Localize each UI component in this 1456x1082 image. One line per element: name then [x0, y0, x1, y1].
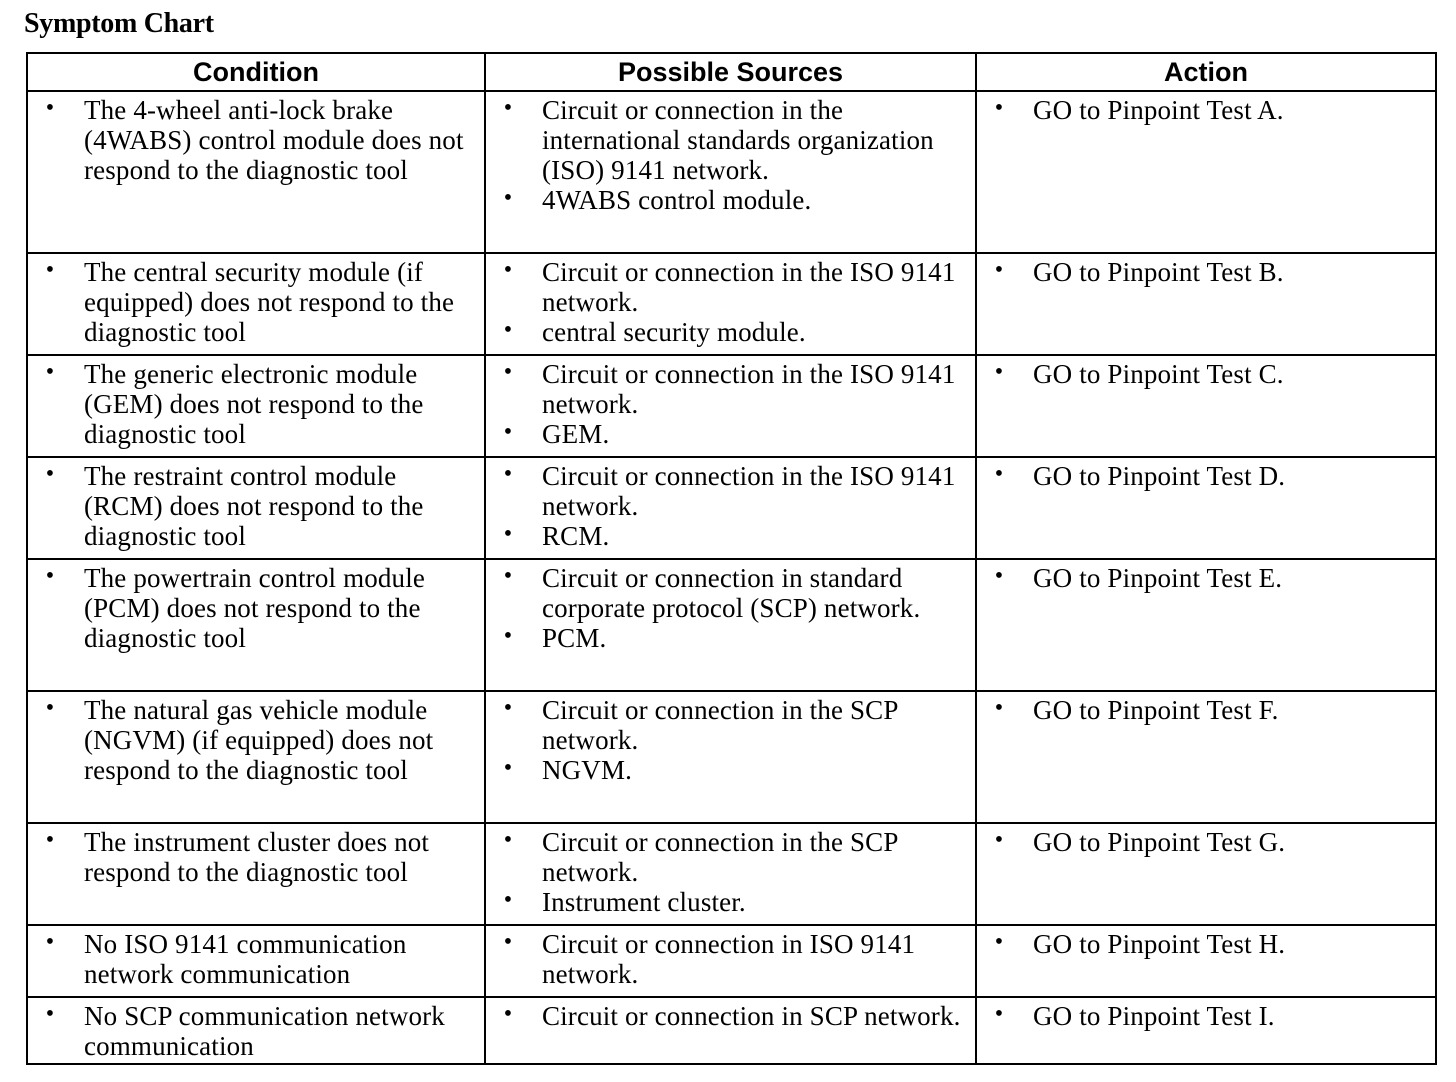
- action-item: [977, 1001, 1429, 1031]
- table-row: [27, 355, 1436, 457]
- bullet-icon: •: [503, 521, 513, 547]
- source-text: Circuit or connection in the SCP network.: [542, 695, 898, 755]
- action-cell: [976, 925, 1436, 997]
- action-text: GO to Pinpoint Test H.: [1033, 929, 1286, 959]
- condition-cell: [27, 559, 485, 691]
- source-item: [486, 359, 969, 419]
- condition-item: [28, 461, 478, 551]
- source-text: 4WABS control module.: [542, 185, 812, 215]
- source-item: [486, 185, 969, 215]
- bullet-icon: •: [503, 419, 513, 445]
- table-row: [27, 559, 1436, 691]
- action-text: GO to Pinpoint Test B.: [1033, 257, 1284, 287]
- bullet-icon: •: [503, 929, 513, 955]
- source-item: [486, 461, 969, 521]
- source-text: Circuit or connection in the ISO 9141 network.: [542, 359, 956, 419]
- condition-text: The generic electronic module (GEM) does not respond to the diagnostic tool: [84, 359, 424, 449]
- condition-text: The natural gas vehicle module (NGVM) (if equipped) does not respond to the diagnostic tool: [84, 695, 434, 785]
- bullet-icon: •: [503, 359, 513, 385]
- source-text: Circuit or connection in the SCP network.: [542, 827, 898, 887]
- condition-cell: [27, 355, 485, 457]
- table-row: [27, 823, 1436, 925]
- condition-item: [28, 929, 478, 989]
- action-text: GO to Pinpoint Test F.: [1033, 695, 1279, 725]
- action-item: [977, 827, 1429, 857]
- bullet-icon: •: [994, 359, 1004, 385]
- action-text: GO to Pinpoint Test E.: [1033, 563, 1283, 593]
- sources-cell: [485, 823, 976, 925]
- table-row: [27, 925, 1436, 997]
- action-item: [977, 359, 1429, 389]
- condition-text: No ISO 9141 communication network communication: [84, 929, 407, 989]
- bullet-icon: •: [45, 95, 55, 121]
- condition-item: [28, 1001, 478, 1061]
- action-cell: [976, 823, 1436, 925]
- action-cell: [976, 253, 1436, 355]
- condition-cell: [27, 253, 485, 355]
- source-text: PCM.: [542, 623, 607, 653]
- source-item: [486, 317, 969, 347]
- action-item: [977, 929, 1429, 959]
- source-item: [486, 695, 969, 755]
- table-row: [27, 997, 1436, 1064]
- sources-cell: [485, 691, 976, 823]
- action-text: GO to Pinpoint Test C.: [1033, 359, 1284, 389]
- source-item: [486, 929, 969, 989]
- source-text: Circuit or connection in the international standards organization (ISO) 9141 network.: [542, 95, 934, 185]
- condition-column-header: Condition: [27, 53, 485, 91]
- action-cell: [976, 691, 1436, 823]
- bullet-icon: •: [994, 827, 1004, 853]
- action-cell: [976, 355, 1436, 457]
- condition-cell: [27, 457, 485, 559]
- action-text: GO to Pinpoint Test A.: [1033, 95, 1284, 125]
- bullet-icon: •: [503, 623, 513, 649]
- bullet-icon: •: [503, 827, 513, 853]
- source-text: RCM.: [542, 521, 610, 551]
- bullet-icon: •: [45, 695, 55, 721]
- condition-text: The instrument cluster does not respond to the diagnostic tool: [84, 827, 430, 887]
- condition-cell: [27, 925, 485, 997]
- source-item: [486, 623, 969, 653]
- source-text: Instrument cluster.: [542, 887, 746, 917]
- condition-item: [28, 257, 478, 347]
- action-column-header: Action: [976, 53, 1436, 91]
- bullet-icon: •: [45, 827, 55, 853]
- bullet-icon: •: [45, 359, 55, 385]
- action-item: [977, 95, 1429, 125]
- condition-text: The restraint control module (RCM) does not respond to the diagnostic tool: [84, 461, 424, 551]
- bullet-icon: •: [503, 185, 513, 211]
- source-text: Circuit or connection in standard corporate protocol (SCP) network.: [542, 563, 921, 623]
- bullet-icon: •: [994, 461, 1004, 487]
- symptom-chart-table: [26, 52, 1437, 1065]
- table-row: [27, 457, 1436, 559]
- action-text: GO to Pinpoint Test G.: [1033, 827, 1286, 857]
- table-row: [27, 691, 1436, 823]
- source-item: [486, 755, 969, 785]
- source-item: [486, 887, 969, 917]
- action-cell: [976, 91, 1436, 253]
- table-header-row: [27, 53, 1436, 91]
- source-text: NGVM.: [542, 755, 633, 785]
- condition-item: [28, 695, 478, 785]
- action-item: [977, 563, 1429, 593]
- action-item: [977, 695, 1429, 725]
- bullet-icon: •: [45, 1001, 55, 1027]
- sources-cell: [485, 91, 976, 253]
- condition-text: The 4-wheel anti-lock brake (4WABS) control module does not respond to the diagnostic tool: [84, 95, 464, 185]
- source-text: Circuit or connection in the ISO 9141 network.: [542, 257, 956, 317]
- sources-cell: [485, 457, 976, 559]
- bullet-icon: •: [994, 695, 1004, 721]
- source-item: [486, 563, 969, 623]
- bullet-icon: •: [45, 257, 55, 283]
- action-text: GO to Pinpoint Test I.: [1033, 1001, 1275, 1031]
- source-item: [486, 1001, 969, 1031]
- condition-cell: [27, 91, 485, 253]
- bullet-icon: •: [994, 1001, 1004, 1027]
- sources-cell: [485, 559, 976, 691]
- source-text: Circuit or connection in ISO 9141 network.: [542, 929, 916, 989]
- source-text: GEM.: [542, 419, 610, 449]
- condition-cell: [27, 691, 485, 823]
- action-text: GO to Pinpoint Test D.: [1033, 461, 1286, 491]
- condition-cell: [27, 823, 485, 925]
- bullet-icon: •: [503, 755, 513, 781]
- bullet-icon: •: [994, 257, 1004, 283]
- source-item: [486, 827, 969, 887]
- bullet-icon: •: [503, 1001, 513, 1027]
- action-item: [977, 461, 1429, 491]
- table-row: [27, 91, 1436, 253]
- condition-text: The central security module (if equipped) does not respond to the diagnostic tool: [84, 257, 455, 347]
- bullet-icon: •: [503, 317, 513, 343]
- action-cell: [976, 457, 1436, 559]
- source-item: [486, 521, 969, 551]
- condition-item: [28, 563, 478, 653]
- condition-item: [28, 359, 478, 449]
- source-item: [486, 95, 969, 185]
- bullet-icon: •: [503, 257, 513, 283]
- sources-column-header: Possible Sources: [485, 53, 976, 91]
- bullet-icon: •: [45, 563, 55, 589]
- bullet-icon: •: [994, 929, 1004, 955]
- sources-cell: [485, 253, 976, 355]
- sources-cell: [485, 997, 976, 1064]
- condition-cell: [27, 997, 485, 1064]
- source-text: Circuit or connection in SCP network.: [542, 1001, 961, 1031]
- page-title: Symptom Chart: [24, 8, 214, 39]
- sources-cell: [485, 925, 976, 997]
- action-cell: [976, 559, 1436, 691]
- bullet-icon: •: [45, 461, 55, 487]
- bullet-icon: •: [503, 887, 513, 913]
- bullet-icon: •: [503, 695, 513, 721]
- source-text: central security module.: [542, 317, 806, 347]
- bullet-icon: •: [503, 95, 513, 121]
- bullet-icon: •: [994, 95, 1004, 121]
- sources-cell: [485, 355, 976, 457]
- action-cell: [976, 997, 1436, 1064]
- table-row: [27, 253, 1436, 355]
- action-item: [977, 257, 1429, 287]
- bullet-icon: •: [994, 563, 1004, 589]
- condition-text: No SCP communication network communication: [84, 1001, 445, 1061]
- source-text: Circuit or connection in the ISO 9141 network.: [542, 461, 956, 521]
- source-item: [486, 257, 969, 317]
- condition-item: [28, 95, 478, 185]
- bullet-icon: •: [503, 461, 513, 487]
- condition-item: [28, 827, 478, 887]
- bullet-icon: •: [503, 563, 513, 589]
- bullet-icon: •: [45, 929, 55, 955]
- condition-text: The powertrain control module (PCM) does not respond to the diagnostic tool: [84, 563, 425, 653]
- source-item: [486, 419, 969, 449]
